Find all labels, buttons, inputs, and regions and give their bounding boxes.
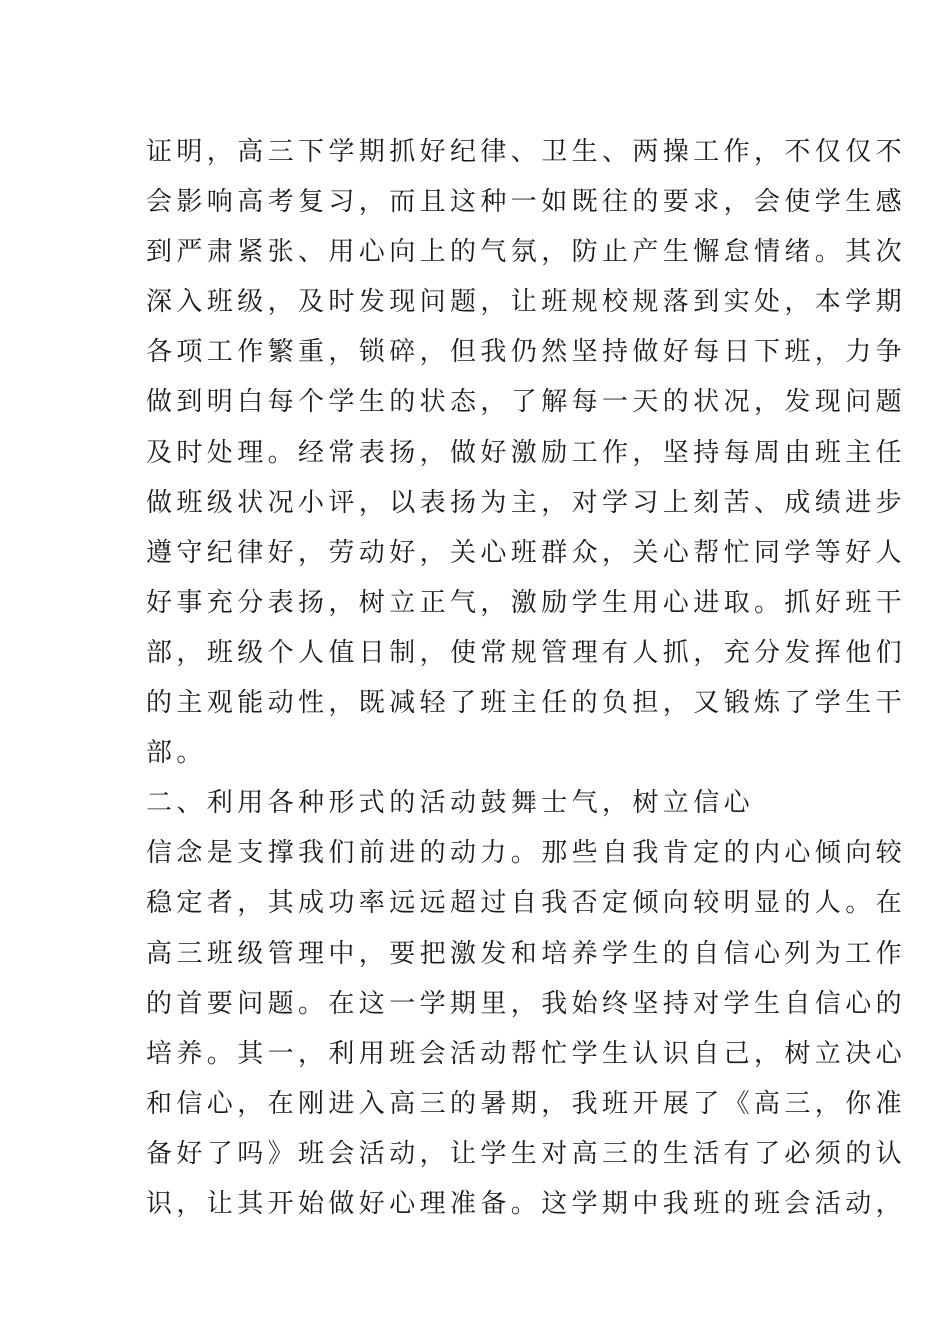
text-line: 的主观能动性，既减轻了班主任的负担，又锻炼了学生干 xyxy=(146,688,907,719)
text-line: 深入班级，及时发现问题，让班规校规落到实处，本学期 xyxy=(146,287,907,318)
text-line: 各项工作繁重，锁碎，但我仍然坚持做好每日下班，力争 xyxy=(146,337,907,368)
section-heading: 二、利用各种形式的活动鼓舞士气，树立信心 xyxy=(146,788,755,819)
text-line: 做班级状况小评，以表扬为主，对学习上刻苦、成绩进步 xyxy=(146,487,907,518)
text-line: 的首要问题。在这一学期里，我始终坚持对学生自信心的 xyxy=(146,988,907,1019)
text-line: 信念是支撑我们前进的动力。那些自我肯定的内心倾向较 xyxy=(146,838,907,869)
text-line: 部，班级个人值日制，使常规管理有人抓，充分发挥他们 xyxy=(146,637,907,668)
text-line: 备好了吗》班会活动，让学生对高三的生活有了必须的认 xyxy=(146,1138,907,1169)
text-line: 部。 xyxy=(146,738,207,769)
text-line: 遵守纪律好，劳动好，关心班群众，关心帮忙同学等好人 xyxy=(146,537,907,568)
text-line: 做到明白每个学生的状态，了解每一天的状况，发现问题 xyxy=(146,387,907,418)
text-line: 和信心，在刚进入高三的暑期，我班开展了《高三，你准 xyxy=(146,1088,907,1119)
text-line: 证明，高三下学期抓好纪律、卫生、两操工作，不仅仅不 xyxy=(146,137,907,167)
text-line: 培养。其一，利用班会活动帮忙学生认识自己，树立决心 xyxy=(146,1038,907,1069)
text-line: 识，让其开始做好心理准备。这学期中我班的班会活动， xyxy=(146,1188,907,1219)
text-line: 好事充分表扬，树立正气，激励学生用心进取。抓好班干 xyxy=(146,587,907,618)
text-line: 稳定者，其成功率远远超过自我否定倾向较明显的人。在 xyxy=(146,888,907,919)
text-line: 高三班级管理中，要把激发和培养学生的自信心列为工作 xyxy=(146,938,907,969)
text-line: 到严肃紧张、用心向上的气氛，防止产生懈怠情绪。其次 xyxy=(146,237,907,268)
text-line: 会影响高考复习，而且这种一如既往的要求，会使学生感 xyxy=(146,187,907,218)
body-text xyxy=(146,127,907,1229)
text-line: 及时处理。经常表扬，做好激励工作，坚持每周由班主任 xyxy=(146,437,907,468)
